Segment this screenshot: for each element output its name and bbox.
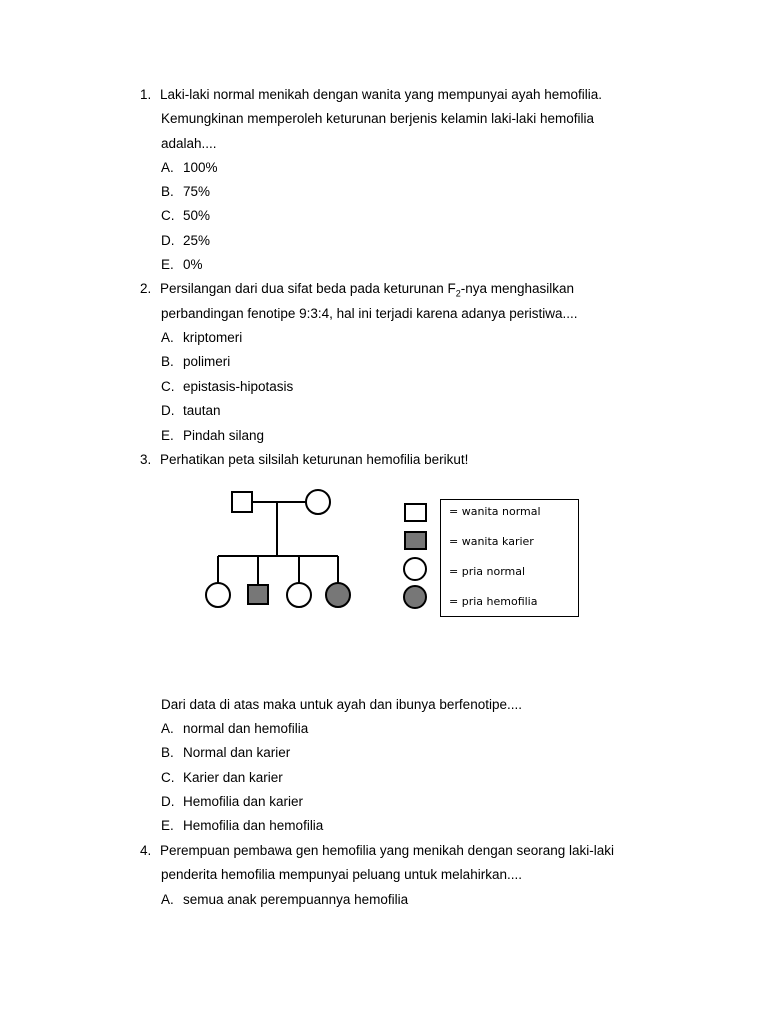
option-text: normal dan hemofilia xyxy=(183,721,309,736)
option-text: Hemofilia dan hemofilia xyxy=(183,818,324,833)
option-letter: C. xyxy=(161,770,175,785)
option-a[interactable] xyxy=(161,160,218,176)
question-text: Perempuan pembawa gen hemofilia yang menikah dengan seorang laki-laki xyxy=(160,843,615,858)
circle-open-icon xyxy=(404,558,426,580)
option-e[interactable] xyxy=(161,818,323,834)
question-number: 1. xyxy=(140,87,152,102)
option-letter: A. xyxy=(161,330,174,345)
question-number: 3. xyxy=(140,452,152,467)
child-4-circle xyxy=(326,583,350,607)
question-text: penderita hemofilia mempunyai peluang untuk melahirkan.... xyxy=(161,867,522,882)
option-d[interactable] xyxy=(161,794,303,810)
option-letter: D. xyxy=(161,403,175,418)
option-letter: B. xyxy=(161,354,174,369)
question-1 xyxy=(140,87,602,103)
legend-label: = pria hemofilia xyxy=(449,595,538,608)
option-c[interactable] xyxy=(161,379,293,395)
option-letter: B. xyxy=(161,745,174,760)
question-text: adalah.... xyxy=(161,136,217,151)
option-e[interactable] xyxy=(161,257,203,273)
option-letter: D. xyxy=(161,233,175,248)
option-text: Normal dan karier xyxy=(183,745,291,760)
option-d[interactable] xyxy=(161,233,210,249)
question-4 xyxy=(140,843,614,859)
option-e[interactable] xyxy=(161,428,264,444)
child-3-circle xyxy=(287,583,311,607)
legend-symbols xyxy=(400,500,434,612)
question-text: Dari data di atas maka untuk ayah dan ibunya berfenotipe.... xyxy=(161,697,522,712)
question-2 xyxy=(140,281,574,302)
question-text: Laki-laki normal menikah dengan wanita yang mempunyai ayah hemofilia. xyxy=(160,87,602,102)
option-d[interactable] xyxy=(161,403,221,419)
question-text: perbandingan fenotipe 9:3:4, hal ini terjadi karena adanya peristiwa.... xyxy=(161,306,578,321)
option-text: 75% xyxy=(183,184,211,199)
father-square xyxy=(232,492,252,512)
option-text: polimeri xyxy=(183,354,231,369)
option-letter: C. xyxy=(161,379,175,394)
option-text: semua anak perempuannya hemofilia xyxy=(183,892,409,907)
option-letter: D. xyxy=(161,794,175,809)
option-text: epistasis-hipotasis xyxy=(183,379,294,394)
option-text: Karier dan karier xyxy=(183,770,283,785)
option-letter: C. xyxy=(161,208,175,223)
pedigree-chart xyxy=(195,480,365,610)
legend-label: = pria normal xyxy=(449,565,526,578)
question-number: 4. xyxy=(140,843,152,858)
option-c[interactable] xyxy=(161,208,210,224)
question-3 xyxy=(140,452,468,468)
option-text: 100% xyxy=(183,160,218,175)
option-b[interactable] xyxy=(161,745,290,761)
legend-label: = wanita normal xyxy=(449,505,541,518)
option-letter: E. xyxy=(161,818,174,833)
option-a[interactable] xyxy=(161,892,408,908)
option-letter: A. xyxy=(161,892,174,907)
option-letter: B. xyxy=(161,184,174,199)
option-text: 50% xyxy=(183,208,211,223)
option-b[interactable] xyxy=(161,354,230,370)
mother-circle xyxy=(306,490,330,514)
circle-filled-icon xyxy=(404,586,426,608)
option-letter: A. xyxy=(161,721,174,736)
option-c[interactable] xyxy=(161,770,283,786)
legend-box xyxy=(440,499,579,617)
question-text: Persilangan dari dua sifat beda pada keturunan F xyxy=(160,281,456,296)
option-text: kriptomeri xyxy=(183,330,243,345)
option-a[interactable] xyxy=(161,721,308,737)
question-text: Perhatikan peta silsilah keturunan hemofilia berikut! xyxy=(160,452,469,467)
option-text: 0% xyxy=(183,257,203,272)
square-filled-icon xyxy=(405,532,426,549)
option-letter: E. xyxy=(161,428,174,443)
option-text: tautan xyxy=(183,403,221,418)
question-text: Kemungkinan memperoleh keturunan berjenis kelamin laki-laki hemofilia xyxy=(161,111,594,126)
legend-label: = wanita karier xyxy=(449,535,534,548)
subscript: 2 xyxy=(455,288,461,299)
question-number: 2. xyxy=(140,281,152,296)
option-text: 25% xyxy=(183,233,211,248)
question-text: -nya menghasilkan xyxy=(460,281,575,296)
option-b[interactable] xyxy=(161,184,210,200)
option-text: Hemofilia dan karier xyxy=(183,794,304,809)
child-2-square xyxy=(248,585,268,604)
option-text: Pindah silang xyxy=(183,428,265,443)
child-1-circle xyxy=(206,583,230,607)
option-a[interactable] xyxy=(161,330,242,346)
square-open-icon xyxy=(405,504,426,521)
option-letter: A. xyxy=(161,160,174,175)
option-letter: E. xyxy=(161,257,174,272)
